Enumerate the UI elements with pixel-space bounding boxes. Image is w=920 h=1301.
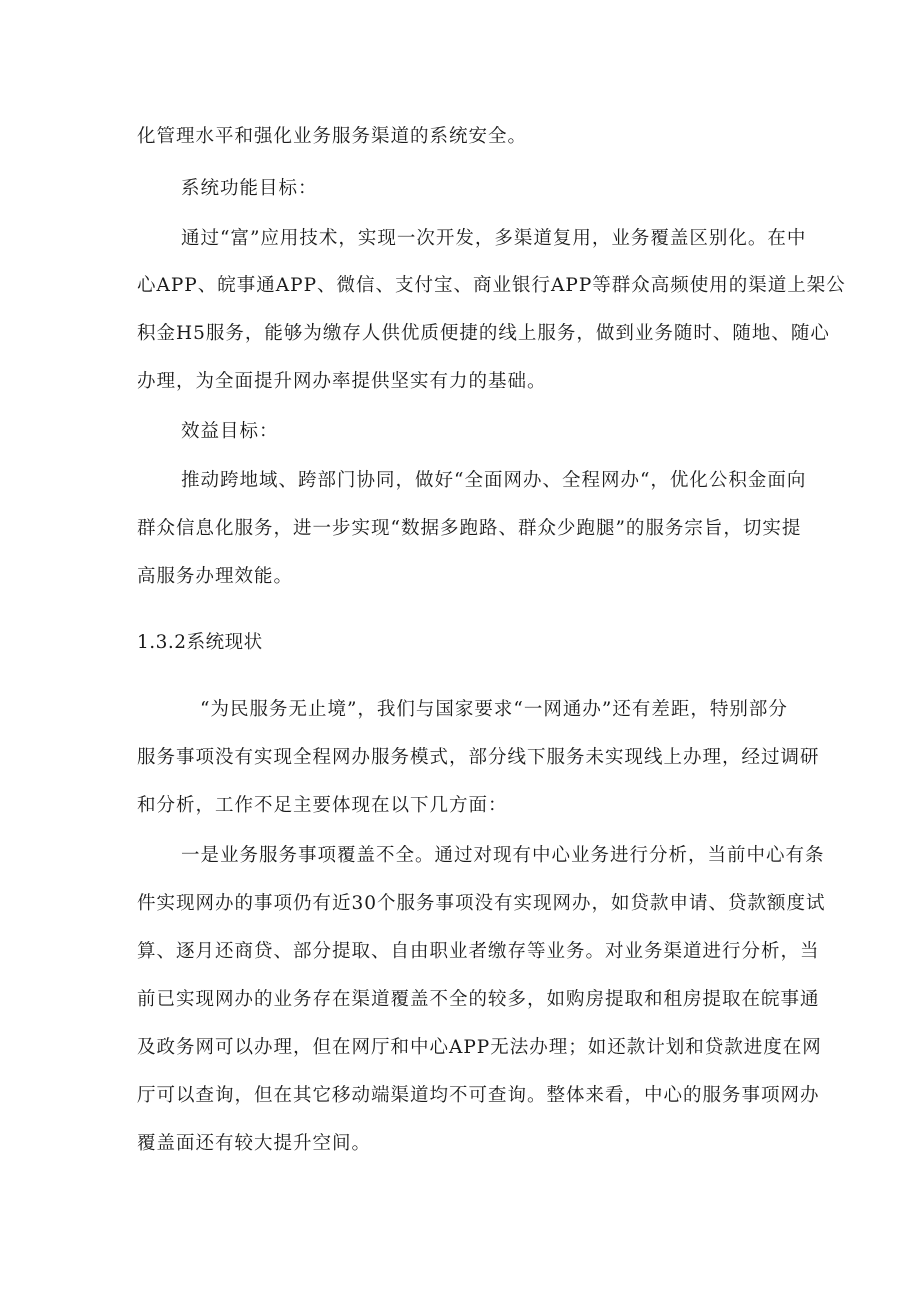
paragraph-line: 件实现网办的事项仍有近30个服务事项没有实现网办，如贷款申请、贷款额度试: [137, 893, 826, 914]
paragraph-line: 化管理水平和强化业务服务渠道的系统安全。: [137, 126, 528, 147]
paragraph-line: 前已实现网办的业务存在渠道覆盖不全的较多，如购房提取和租房提取在皖事通: [137, 989, 820, 1010]
section-heading: 1.3.2系统现状: [137, 632, 263, 653]
paragraph-line: 办理，为全面提升网办率提供坚实有力的基础。: [137, 371, 547, 392]
paragraph-line: “为民服务无止境”，我们与国家要求“一网通办”还有差距，特别部分: [200, 699, 788, 720]
section-label-benefit-goal: 效益目标：: [181, 421, 279, 442]
paragraph-line: 算、逐月还商贷、部分提取、自由职业者缴存等业务。对业务渠道进行分析，当: [137, 941, 820, 962]
section-label-function-goal: 系统功能目标：: [181, 178, 318, 199]
paragraph-line: 高服务办理效能。: [137, 566, 294, 587]
paragraph-line: 覆盖面还有较大提升空间。: [137, 1133, 372, 1154]
paragraph-line: 服务事项没有实现全程网办服务模式，部分线下服务未实现线上办理，经过调研: [137, 747, 820, 768]
paragraph-line: 及政务网可以办理，但在网厅和中心APP无法办理；如还款计划和贷款进度在网: [137, 1037, 822, 1058]
paragraph-line: 一是业务服务事项覆盖不全。通过对现有中心业务进行分析，当前中心有条: [181, 845, 825, 866]
paragraph-line: 心APP、皖事通APP、微信、支付宝、商业银行APP等群众高频使用的渠道上架公: [137, 275, 846, 296]
paragraph-line: 厅可以查询，但在其它移动端渠道均不可查询。整体来看，中心的服务事项网办: [137, 1085, 820, 1106]
paragraph-line: 通过“富”应用技术，实现一次开发，多渠道复用，业务覆盖区别化。在中: [181, 228, 807, 249]
paragraph-line: 和分析，工作不足主要体现在以下几方面：: [137, 795, 508, 816]
paragraph-line: 推动跨地域、跨部门协同，做好“全面网办、全程网办“，优化公积金面向: [181, 470, 807, 491]
paragraph-line: 群众信息化服务，进一步实现“数据多跑路、群众少跑腿”的服务宗旨，切实提: [137, 518, 802, 539]
paragraph-line: 积金H5服务，能够为缴存人供优质便捷的线上服务，做到业务随时、随地、随心: [137, 323, 830, 344]
